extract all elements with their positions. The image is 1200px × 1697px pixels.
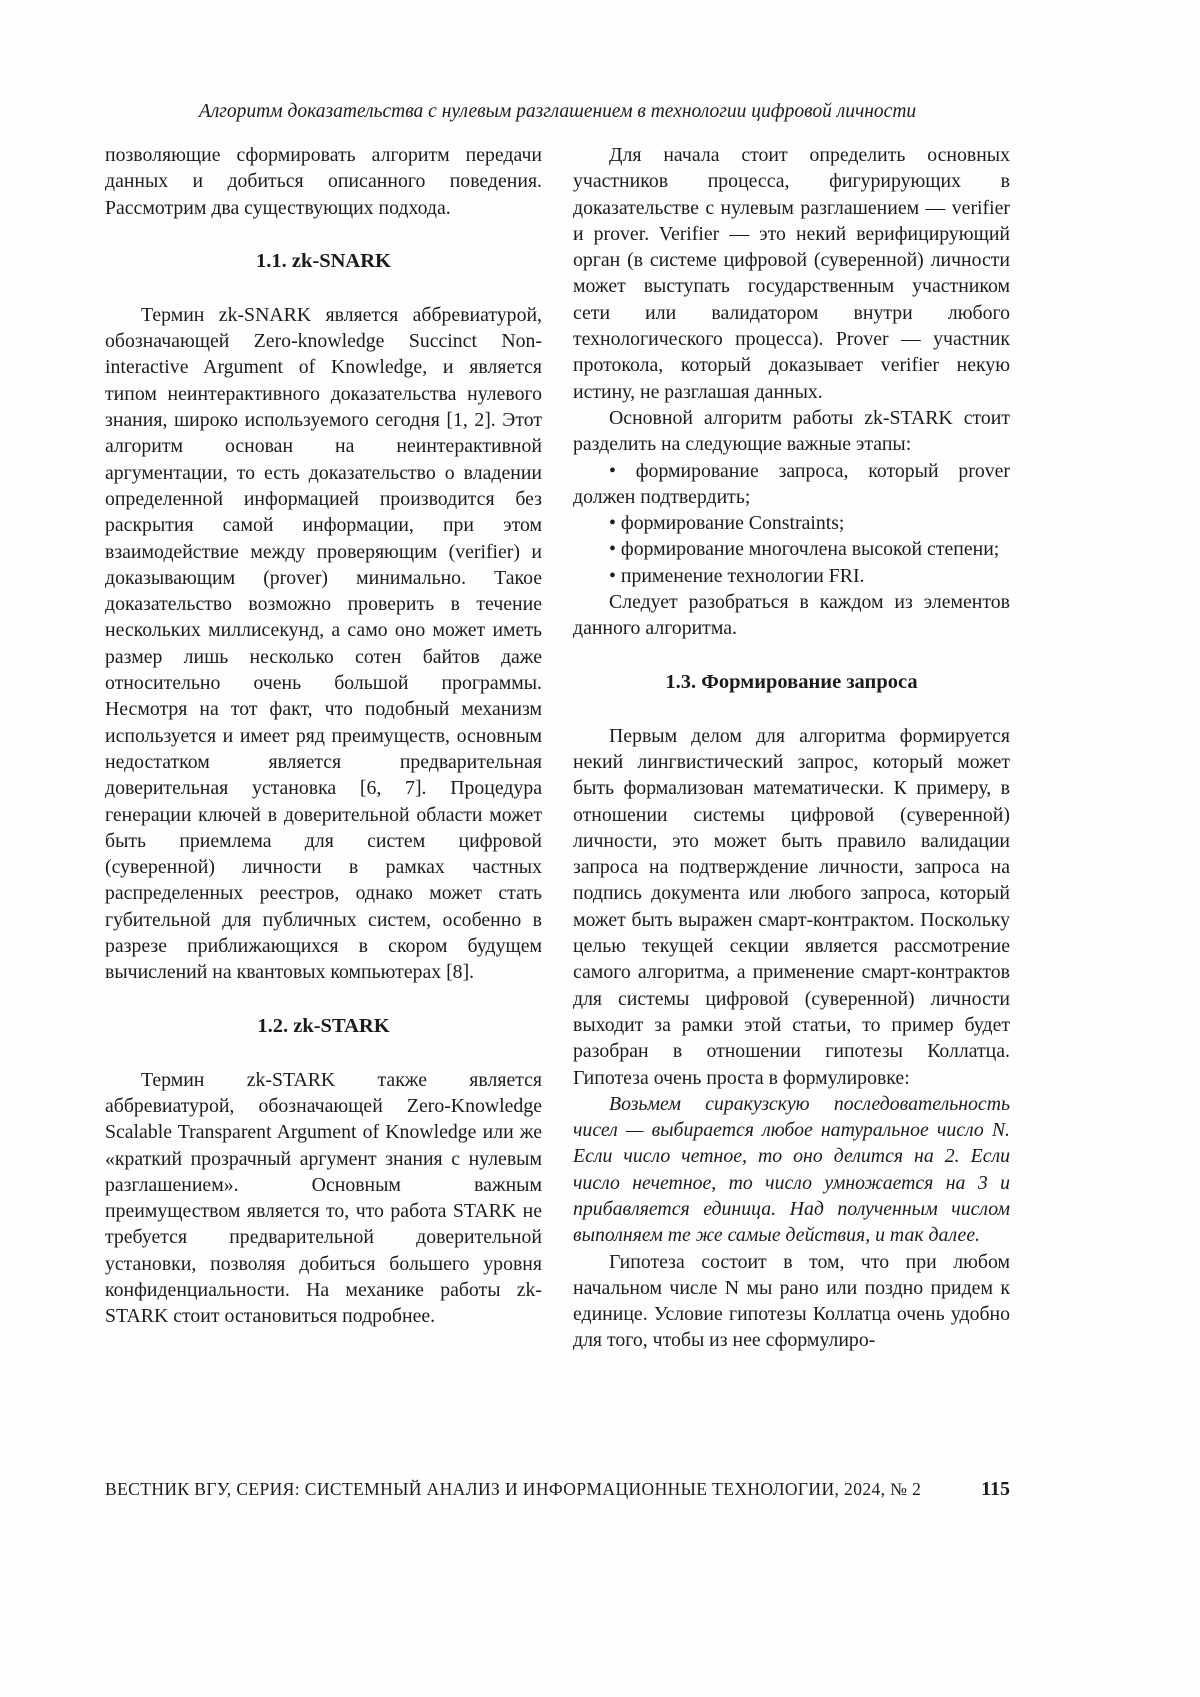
footer-journal-line: ВЕСТНИК ВГУ, СЕРИЯ: СИСТЕМНЫЙ АНАЛИЗ И ИНФОРМАЦИОННЫЕ ТЕХНОЛОГИИ, 2024, № 2 — [105, 1479, 922, 1499]
running-header: Алгоритм доказательства с нулевым разглашением в технологии цифровой личности — [198, 101, 917, 122]
bullet-item-fri: • применение технологии FRI. — [609, 564, 865, 587]
left-column — [105, 142, 542, 1354]
paragraph-intro-continuation: позволяющие сформировать алгоритм передачи данных и добиться описанного поведения. Рассмотрим два существующих подхода. — [105, 144, 542, 219]
paragraph-participants: Для начала стоит определить основных участников процесса, фигурирующих в доказательстве с нулевым разглашением — verifier и prover. Verifier — это некий верифицирующий орган (в системе цифровой (суверенной) личности может выступать государственным участником сети или валидатором внутри любого технологического процесса). Prover — участник протокола, который доказывает verifier некую истину, не разглашая данных. — [573, 144, 1010, 403]
paragraph-collatz-definition: Возьмем сиракузскую последовательность чисел — выбирается любое натуральное число N. Если число четное, то оно делится на 2. Если число нечетное, то число умножается на 3 и прибавляется единица. Над полученным числом выполняем те же самые действия, и так далее. — [573, 1092, 1010, 1247]
paragraph-zk-stark: Термин zk-STARK также является аббревиатурой, обозначающей Zero-Knowledge Scalable Transparent Argument of Knowledge или же «краткий прозрачный аргумент знания с нулевым разглашением». Основным важным преимуществом является то, что работа STARK не требуется предварительной доверительной установки, позволяя добиться большего уровня конфиденциальности. На механике работы zk-STARK стоит остановиться подробнее. — [105, 1068, 542, 1328]
bullet-item-constraints: • формирование Constraints; — [609, 512, 845, 535]
paragraph-hypothesis: Гипотеза состоит в том, что при любом начальном числе N мы рано или поздно придем к единице. Условие гипотезы Коллатца очень удобно для того, чтобы из нее сформулиро- — [573, 1250, 1010, 1352]
section-heading-zk-stark: 1.2. zk-STARK — [257, 1014, 390, 1037]
section-heading-query-formation: 1.3. Формирование запроса — [665, 670, 918, 693]
paragraph-after-bullets: Следует разобраться в каждом из элементов данного алгоритма. — [573, 591, 1010, 640]
two-column-body — [105, 142, 1010, 1354]
section-heading-zk-snark: 1.1. zk-SNARK — [256, 249, 391, 272]
page-footer — [105, 1478, 1010, 1501]
right-column — [573, 142, 1010, 1354]
paragraph-query-formation: Первым делом для алгоритма формируется некий лингвистический запрос, который может быть формализован математически. К примеру, в отношении системы цифровой (суверенной) личности, это может быть правило валидации запроса на подтверждение личности, запроса на подпись документа или любого запроса, который может быть выражен смарт-контрактом. Поскольку целью текущей секции является рассмотрение самого алгоритма, а применение смарт-контрактов для системы цифровой (суверенной) личности выходит за рамки этой статьи, то пример будет разобран в отношении гипотезы Коллатца. Гипотеза очень проста в формулировке: — [573, 724, 1010, 1089]
bullet-item-polynomial: • формирование многочлена высокой степени; — [609, 538, 1000, 561]
paragraph-zk-snark: Термин zk-SNARK является аббревиатурой, обозначающей Zero-knowledge Succinct Non-interactive Argument of Knowledge, и является типом неинтерактивного доказательства нулевого знания, широко используемого сегодня [1, 2]. Этот алгоритм основан на неинтерактивной аргументации, то есть доказательство о владении определенной информацией производится без раскрытия самой информации, при этом взаимодействие между проверяющим (verifier) и доказывающим (prover) минимально. Такое доказательство возможно проверить в течение нескольких миллисекунд, а само оно может иметь размер лишь несколько сотен байтов даже относительно очень большой программы. Несмотря на тот факт, что подобный механизм используется и имеет ряд преимуществ, основным недостатком является предварительная доверительная установка [6, 7]. Процедура генерации ключей в доверительной области может быть приемлема для систем цифровой (суверенной) личности в рамках частных распределенных реестров, однако может стать губительной для публичных систем, особенно в разрезе приближающихся в скором будущем вычислений на квантовых компьютерах [8]. — [105, 303, 542, 984]
footer-page-number: 115 — [981, 1478, 1010, 1500]
paragraph-stages-intro: Основной алгоритм работы zk-STARK стоит разделить на следующие важные этапы: — [573, 406, 1010, 456]
bullet-item-query: • формирование запроса, который prover должен подтвердить; — [573, 459, 1010, 508]
